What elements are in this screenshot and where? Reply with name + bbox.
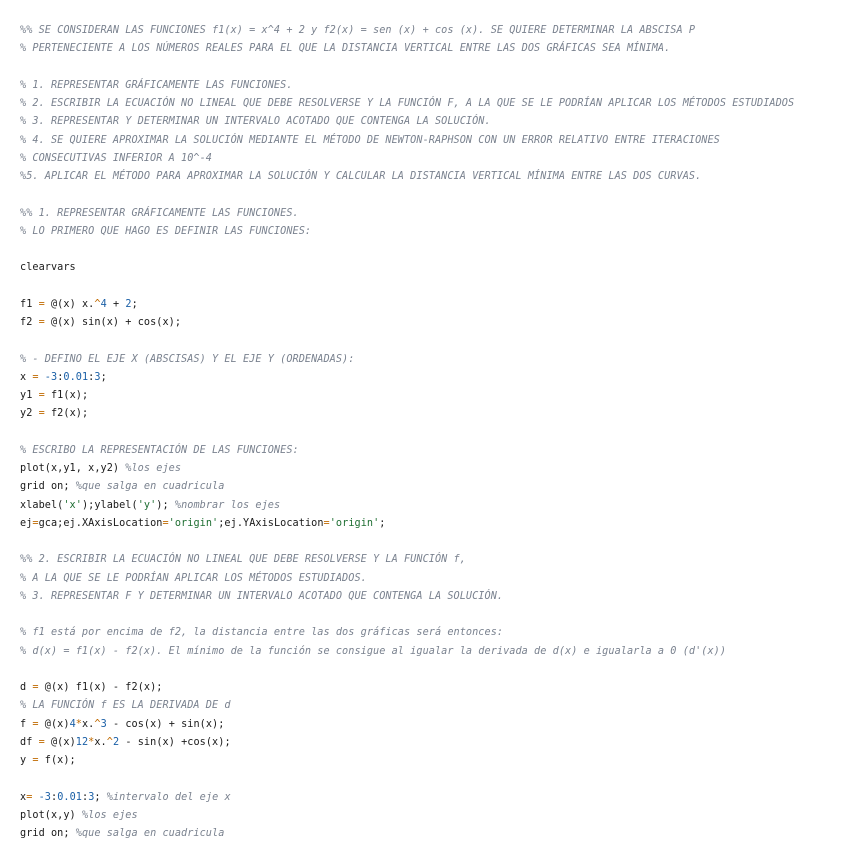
number-token: 3: [100, 718, 107, 730]
code-token: @(x) f1(x) - f2(x);: [38, 682, 163, 693]
code-line[interactable]: [20, 716, 848, 734]
code-token: @(x): [38, 718, 70, 730]
operator-token: *: [75, 718, 82, 730]
code-line[interactable]: [20, 387, 848, 405]
comment-token: % d(x) = f1(x) - f2(x). El mínimo de la función se consigue al igualar la derivada de d(x) e igualarla a 0 (d'(x)): [20, 645, 727, 657]
comment-token: % - DEFINO EL EJE X (ABSCISAS) Y EL EJE Y (ORDENADAS):: [20, 353, 355, 365]
code-token: ;: [379, 517, 386, 529]
code-line[interactable]: [20, 697, 848, 715]
comment-token: % ESCRIBO LA REPRESENTACIÓN DE LAS FUNCIONES:: [20, 444, 299, 456]
code-line[interactable]: [20, 223, 848, 241]
comment-token: % 2. ESCRIBIR LA ECUACIÓN NO LINEAL QUE DEBE RESOLVERSE Y LA FUNCIÓN F, A LA QUE SE LE PODRÍAN APLICAR LOS MÉTODOS ESTUDIADOS: [20, 98, 795, 109]
code-line[interactable]: [20, 259, 848, 277]
code-line[interactable]: [20, 442, 848, 460]
code-token: gca;ej.XAxisLocation: [38, 517, 163, 529]
comment-token: % A LA QUE SE LE PODRÍAN APLICAR LOS MÉTODOS ESTUDIADOS.: [20, 572, 367, 584]
code-line[interactable]: [20, 95, 848, 113]
operator-token: =: [32, 755, 39, 766]
operator-token: ^: [94, 298, 101, 310]
code-token: ej: [20, 517, 33, 529]
code-line[interactable]: [20, 314, 848, 332]
operator-token: ^: [94, 718, 101, 730]
code-token: f2(x);: [44, 408, 89, 420]
code-token: grid on;: [20, 828, 76, 839]
number-token: 12: [75, 736, 89, 748]
code-token: :: [88, 371, 95, 383]
code-line[interactable]: [20, 77, 848, 95]
code-line[interactable]: [20, 132, 848, 150]
code-token: f2: [20, 317, 39, 328]
operator-token: =: [38, 736, 45, 748]
comment-token: %nombrar los ejes: [174, 499, 281, 511]
code-line[interactable]: [20, 369, 848, 387]
comment-token: %% 1. REPRESENTAR GRÁFICAMENTE LAS FUNCIONES.: [20, 207, 299, 219]
operator-token: =: [32, 371, 39, 383]
code-token: :: [57, 371, 64, 383]
code-token: plot(x,y1, x,y2): [20, 463, 126, 474]
comment-token: %los ejes: [125, 463, 182, 474]
comment-token: % 3. REPRESENTAR F Y DETERMINAR UN INTERVALO ACOTADO QUE CONTENGA LA SOLUCIÓN.: [20, 590, 504, 602]
code-line[interactable]: [20, 351, 848, 369]
comment-token: %que salga en cuadricula: [75, 481, 225, 493]
code-line[interactable]: [20, 606, 848, 624]
operator-token: =: [162, 517, 169, 529]
code-token: :: [51, 791, 58, 803]
string-token: 'y': [137, 499, 157, 511]
code-line[interactable]: [20, 205, 848, 223]
code-line[interactable]: [20, 533, 848, 551]
code-line[interactable]: [20, 296, 848, 314]
code-token: f1: [20, 298, 39, 310]
number-token: 4: [100, 298, 107, 310]
code-token: y2: [20, 408, 39, 420]
code-token: d: [20, 682, 33, 693]
number-token: 0.01: [57, 791, 82, 803]
code-token: y1: [20, 390, 39, 401]
string-token: 'origin': [168, 517, 219, 529]
number-token: 2: [112, 736, 120, 748]
code-editor[interactable]: [20, 22, 848, 843]
string-token: 'x': [63, 499, 82, 511]
code-token: f(x);: [38, 755, 76, 766]
code-line[interactable]: [20, 770, 848, 788]
operator-token: =: [32, 517, 39, 529]
number-token: 0.01: [63, 371, 89, 383]
code-token: @(x): [44, 736, 76, 748]
code-token: grid on;: [20, 481, 76, 493]
operator-token: =: [38, 390, 45, 401]
code-token: f1(x);: [44, 390, 89, 401]
code-token: x.: [81, 718, 95, 730]
code-token: - cos(x) + sin(x);: [106, 718, 225, 730]
code-line[interactable]: [20, 515, 848, 533]
comment-token: %% 2. ESCRIBIR LA ECUACIÓN NO LINEAL QUE DEBE RESOLVERSE Y LA FUNCIÓN f,: [20, 554, 466, 566]
code-token: clearvars: [20, 262, 76, 274]
code-line[interactable]: [20, 40, 848, 58]
code-line[interactable]: [20, 113, 848, 131]
comment-token: % 3. REPRESENTAR Y DETERMINAR UN INTERVALO ACOTADO QUE CONTENGA LA SOLUCIÓN.: [20, 116, 491, 128]
code-token: ;: [94, 791, 107, 803]
code-line[interactable]: [20, 679, 848, 697]
code-line[interactable]: [20, 405, 848, 423]
code-line[interactable]: [20, 624, 848, 642]
string-token: 'origin': [329, 517, 380, 529]
code-token: @(x) x.: [44, 298, 95, 310]
code-token: y: [20, 755, 33, 766]
code-line[interactable]: [20, 807, 848, 825]
operator-token: =: [32, 718, 39, 730]
code-line[interactable]: [20, 59, 848, 77]
code-line[interactable]: [20, 332, 848, 350]
code-line[interactable]: [20, 752, 848, 770]
code-line[interactable]: [20, 168, 848, 186]
comment-token: % PERTENECIENTE A LOS NÚMEROS REALES PARA EL QUE LA DISTANCIA VERTICAL ENTRE LAS DOS GRÁFICAS SEA MÍNIMA.: [20, 43, 671, 55]
code-token: plot(x,y): [20, 809, 82, 821]
code-line[interactable]: [20, 278, 848, 296]
code-line[interactable]: [20, 825, 848, 843]
operator-token: =: [38, 317, 45, 328]
code-token: x: [20, 791, 27, 803]
comment-token: % LO PRIMERO QUE HAGO ES DEFINIR LAS FUNCIONES:: [20, 225, 312, 237]
code-line[interactable]: [20, 460, 848, 478]
code-line[interactable]: [20, 186, 848, 204]
operator-token: =: [38, 408, 45, 420]
code-line[interactable]: [20, 478, 848, 496]
code-line[interactable]: [20, 551, 848, 569]
comment-token: %5. APLICAR EL MÉTODO PARA APROXIMAR LA SOLUCIÓN Y CALCULAR LA DISTANCIA VERTICAL MÍNIMA ENTRE LAS DOS CURVAS.: [20, 171, 702, 182]
code-token: x.: [94, 736, 107, 748]
operator-token: =: [26, 791, 33, 803]
code-token: ;: [131, 298, 138, 310]
operator-token: =: [323, 517, 330, 529]
code-token: - sin(x) +cos(x);: [119, 736, 231, 748]
code-token: :: [81, 791, 89, 803]
code-line[interactable]: [20, 789, 848, 807]
code-line[interactable]: [20, 661, 848, 679]
code-token: @(x) sin(x) + cos(x);: [44, 317, 182, 328]
operator-token: =: [32, 682, 39, 693]
code-token: df: [20, 736, 39, 748]
code-token: );ylabel(: [81, 499, 138, 511]
comment-token: %intervalo del eje x: [106, 791, 231, 803]
code-token: +: [106, 298, 126, 310]
comment-token: %que salga en cuadricula: [75, 828, 225, 839]
comment-token: % CONSECUTIVAS INFERIOR A 10^-4: [20, 152, 212, 164]
code-token: ;: [100, 371, 107, 383]
comment-token: % 4. SE QUIERE APROXIMAR LA SOLUCIÓN MEDIANTE EL MÉTODO DE NEWTON-RAPHSON CON UN ERROR RELATIVO ENTRE ITERACIONES: [20, 134, 720, 146]
code-token: ;ej.YAxisLocation: [218, 517, 324, 529]
number-token: 4: [69, 718, 76, 730]
code-token: xlabel(: [20, 499, 64, 511]
code-line[interactable]: [20, 734, 848, 752]
number-token: -3: [38, 791, 51, 803]
number-token: 3: [88, 791, 95, 803]
code-token: );: [156, 499, 175, 511]
comment-token: %los ejes: [81, 809, 138, 821]
number-token: 2: [125, 298, 132, 310]
code-line[interactable]: [20, 241, 848, 259]
code-line[interactable]: [20, 588, 848, 606]
operator-token: *: [88, 736, 95, 748]
code-line[interactable]: [20, 424, 848, 442]
code-line[interactable]: [20, 570, 848, 588]
operator-token: ^: [106, 736, 113, 748]
code-line[interactable]: [20, 22, 848, 40]
comment-token: % LA FUNCIÓN f ES LA DERIVADA DE d: [20, 700, 231, 712]
code-token: x: [20, 371, 33, 383]
comment-token: %% SE CONSIDERAN LAS FUNCIONES f1(x) = x^4 + 2 y f2(x) = sen (x) + cos (x). SE QUIERE DETERMINAR LA ABSCISA P: [20, 25, 696, 36]
comment-token: % 1. REPRESENTAR GRÁFICAMENTE LAS FUNCIONES.: [20, 79, 293, 91]
operator-token: =: [38, 298, 45, 310]
code-token: f: [20, 718, 33, 730]
comment-token: % f1 está por encima de f2, la distancia entre las dos gráficas será entonces:: [20, 627, 504, 639]
code-line[interactable]: [20, 497, 848, 515]
number-token: 3: [94, 371, 101, 383]
code-line[interactable]: [20, 643, 848, 661]
code-line[interactable]: [20, 150, 848, 168]
number-token: -3: [44, 371, 58, 383]
